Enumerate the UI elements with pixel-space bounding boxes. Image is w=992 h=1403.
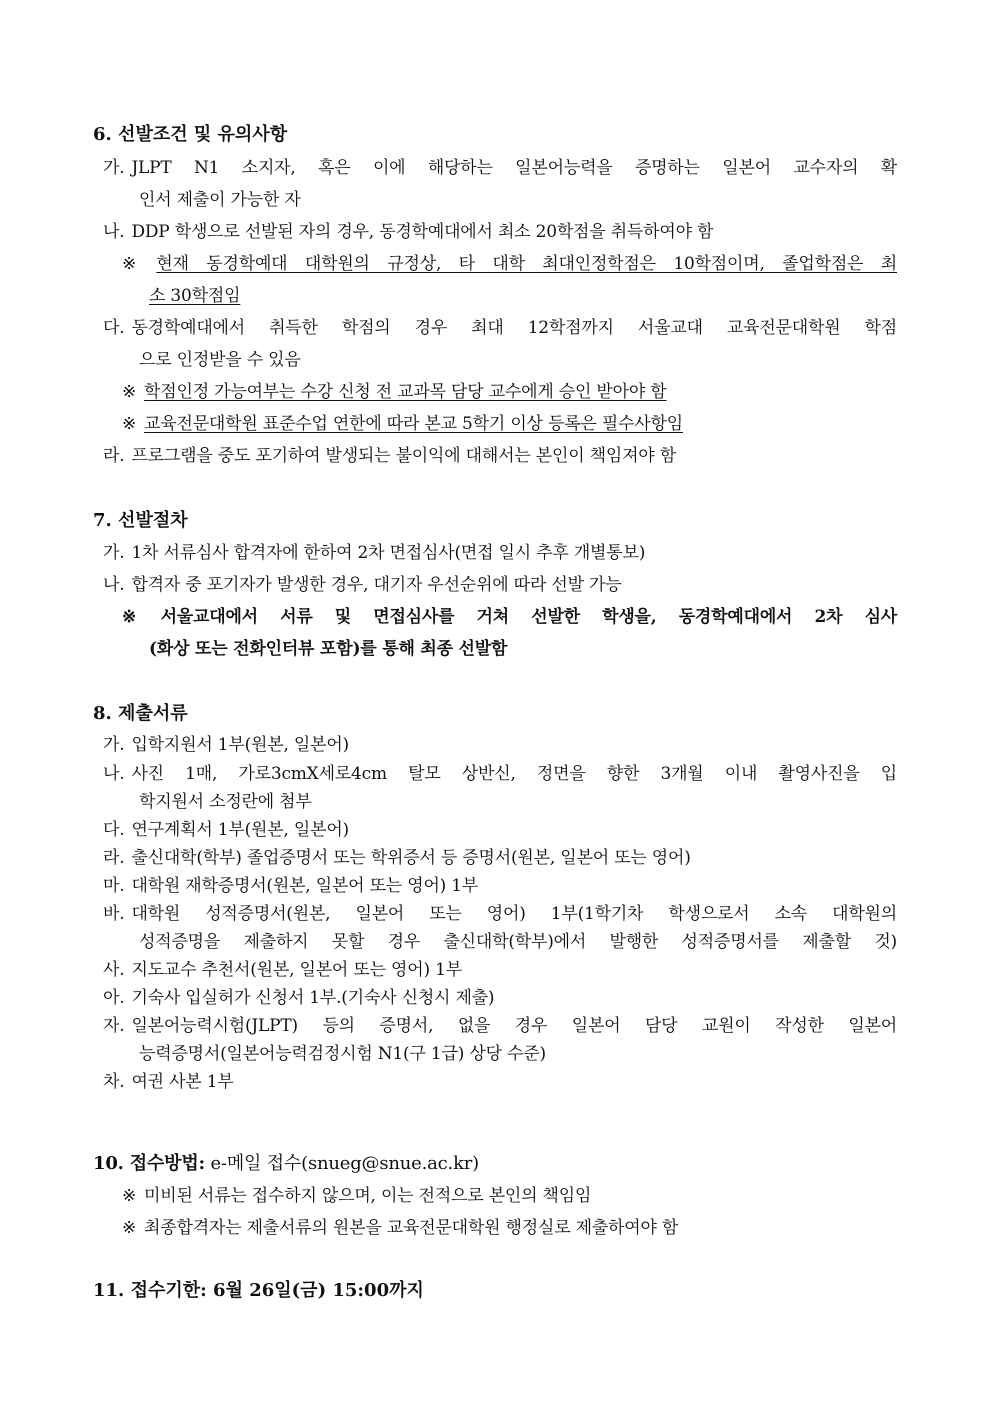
sec7-item-ga <box>103 541 897 565</box>
item-text: DDP 학생으로 선발된 자의 경우, 동경학예대에서 최소 20학점을 취득하여야 함 <box>131 222 714 242</box>
sec7-item-na <box>103 573 897 597</box>
note-text: 학점인정 가능여부는 수강 신청 전 교과목 담당 교수에게 승인 받아야 함 <box>144 382 667 402</box>
item-label: 사. <box>103 960 125 980</box>
sec6-note-1 <box>122 252 897 276</box>
sec8-item <box>103 846 897 870</box>
item-label: 가. <box>103 735 125 755</box>
sec6-item-na <box>103 220 897 244</box>
item-label: 마. <box>103 876 125 896</box>
sec6-note-3 <box>122 412 897 436</box>
section-6-title: 6. 선발조건 및 유의사항 <box>93 124 288 145</box>
item-text: JLPT N1 소지자, 혹은 이에 해당하는 일본어능력을 증명하는 일본어 교수자의 확 <box>131 158 897 178</box>
sec8-item-cont: 성적증명을 제출하지 못할 경우 출신대학(학부)에서 발행한 성적증명서를 제출할 것) <box>139 932 897 952</box>
item-label: 자. <box>103 1016 125 1036</box>
note-mark: ※ <box>122 1186 137 1206</box>
sec6-item-da <box>103 316 897 340</box>
section-10-title <box>93 1152 479 1176</box>
section-8-title: 8. 제출서류 <box>93 703 188 724</box>
sec8-item <box>103 902 897 926</box>
section-10-label: 10. 접수방법: <box>93 1153 205 1174</box>
item-text: 연구계획서 1부(원본, 일본어) <box>131 820 349 840</box>
item-text: 합격자 중 포기자가 발생한 경우, 대기자 우선순위에 따라 선발 가능 <box>131 575 622 595</box>
note-mark: ※ <box>122 607 153 627</box>
item-label: 차. <box>103 1072 125 1092</box>
item-text: 프로그램을 중도 포기하여 발생되는 불이익에 대해서는 본인이 책임져야 함 <box>131 446 676 466</box>
sec10-note-1 <box>122 1184 897 1208</box>
sec6-note-1-cont <box>149 284 897 308</box>
sec7-note-1 <box>122 605 897 629</box>
item-label: 나. <box>103 222 125 242</box>
item-label: 다. <box>103 318 125 338</box>
note-mark: ※ <box>122 1218 137 1238</box>
item-text: 입학지원서 1부(원본, 일본어) <box>131 735 349 755</box>
item-label: 가. <box>103 158 125 178</box>
note-mark: ※ <box>122 254 149 274</box>
note-text: 교육전문대학원 표준수업 연한에 따라 본교 5학기 이상 등록은 필수사항임 <box>144 414 683 434</box>
item-label: 다. <box>103 820 125 840</box>
note-text-cont: 소 30학점임 <box>149 286 241 306</box>
sec6-item-da-cont: 으로 인정받을 수 있음 <box>139 350 301 370</box>
item-text: 여권 사본 1부 <box>131 1072 234 1092</box>
sec8-item <box>103 986 897 1010</box>
note-text: 서울교대에서 서류 및 면접심사를 거쳐 선발한 학생을, 동경학예대에서 2차 심사 <box>160 607 898 627</box>
section-7-title: 7. 선발절차 <box>93 510 188 531</box>
item-text: 1차 서류심사 합격자에 한하여 2차 면접심사(면접 일시 추후 개별통보) <box>131 543 646 563</box>
sec8-item <box>103 1014 897 1038</box>
sec6-note-2 <box>122 380 897 404</box>
sec6-item-ra <box>103 444 897 468</box>
note-text: 미비된 서류는 접수하지 않으며, 이는 전적으로 본인의 책임임 <box>144 1186 592 1206</box>
note-mark: ※ <box>122 414 137 434</box>
sec8-item <box>103 818 897 842</box>
item-label: 아. <box>103 988 125 1008</box>
item-text: 대학원 재학증명서(원본, 일본어 또는 영어) 1부 <box>131 876 479 896</box>
item-label: 라. <box>103 848 125 868</box>
sec8-item-cont: 능력증명서(일본어능력검정시험 N1(구 1급) 상당 수준) <box>139 1044 546 1064</box>
item-text: 동경학예대에서 취득한 학점의 경우 최대 12학점까지 서울교대 교육전문대학원 학점 <box>131 318 897 338</box>
item-text: 대학원 성적증명서(원본, 일본어 또는 영어) 1부(1학기차 학생으로서 소속 대학원의 <box>131 904 897 924</box>
section-10-value: e-메일 접수(snueg@snue.ac.kr) <box>210 1153 480 1174</box>
sec8-item <box>103 1070 897 1094</box>
item-text: 기숙사 입실허가 신청서 1부.(기숙사 신청시 제출) <box>131 988 495 1008</box>
section-11-title: 11. 접수기한: 6월 26일(금) 15:00까지 <box>93 1280 424 1301</box>
note-text: 최종합격자는 제출서류의 원본을 교육전문대학원 행정실로 제출하여야 함 <box>144 1218 679 1238</box>
item-label: 가. <box>103 543 125 563</box>
sec8-item-cont: 학지원서 소정란에 첨부 <box>139 792 312 812</box>
sec8-item <box>103 958 897 982</box>
sec8-item <box>103 762 897 786</box>
item-label: 바. <box>103 904 125 924</box>
sec8-item <box>103 733 897 757</box>
item-text: 출신대학(학부) 졸업증명서 또는 학위증서 등 증명서(원본, 일본어 또는 영어) <box>131 848 691 868</box>
note-text: 현재 동경학예대 대학원의 규정상, 타 대학 최대인정학점은 10학점이며, 졸업학점은 최 <box>156 254 897 274</box>
sec10-note-2 <box>122 1216 897 1240</box>
item-label: 라. <box>103 446 125 466</box>
sec6-item-ga <box>103 156 897 180</box>
item-label: 나. <box>103 575 125 595</box>
sec7-note-1-cont: (화상 또는 전화인터뷰 포함)를 통해 최종 선발함 <box>149 639 508 659</box>
note-mark: ※ <box>122 382 137 402</box>
item-text: 지도교수 추천서(원본, 일본어 또는 영어) 1부 <box>131 960 462 980</box>
item-label: 나. <box>103 764 125 784</box>
sec6-item-ga-cont: 인서 제출이 가능한 자 <box>139 190 301 210</box>
item-text: 사진 1매, 가로3cmX세로4cm 탈모 상반신, 정면을 향한 3개월 이내 촬영사진을 입 <box>131 764 897 784</box>
item-text: 일본어능력시험(JLPT) 등의 증명서, 없을 경우 일본어 담당 교원이 작성한 일본어 <box>131 1016 897 1036</box>
sec8-item <box>103 874 897 898</box>
